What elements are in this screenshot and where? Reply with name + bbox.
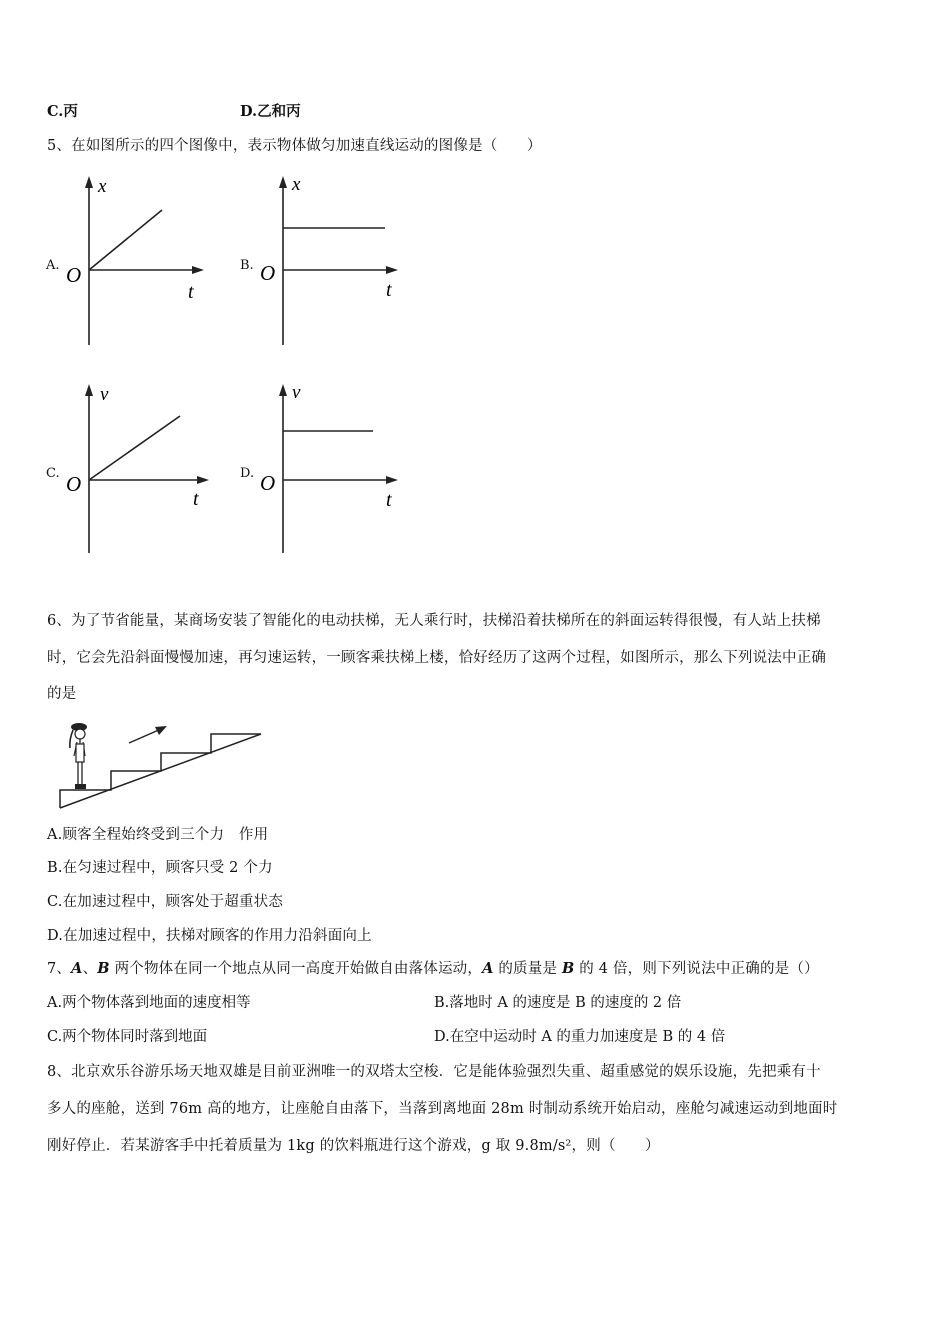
graph-b-origin: O xyxy=(260,261,276,285)
graph-a-origin: O xyxy=(66,263,82,287)
q6-stem-line1: 6、为了节省能量，某商场安装了智能化的电动扶梯，无人乘行时，扶梯沿着扶梯所在的斜面运转得很慢，有人站上扶梯 xyxy=(47,613,821,629)
q7-option-c: C.两个物体同时落到地面 xyxy=(47,1029,208,1045)
customer-figure xyxy=(70,723,87,789)
q8-stem-line2: 多人的座舱，送到 76m 高的地方，让座舱自由落下，当落到离地面 28m 时制动系统开始启动，座舱匀减速运动到地面时 xyxy=(47,1101,838,1117)
q6-stem-line2: 时，它会先沿斜面慢慢加速，再匀速运转，一顾客乘扶梯上楼，恰好经历了这两个过程，如图所示，那么下列说法中正确 xyxy=(47,650,827,666)
q7-stem: 7、A、B 两个物体在同一个地点从同一高度开始做自由落体运动，A 的质量是 B 的 4 倍，则下列说法中正确的是（） xyxy=(47,960,819,977)
graph-c xyxy=(56,378,226,558)
q8-stem-line3: 刚好停止．若某游客手中托着质量为 1kg 的饮料瓶进行这个游戏，g 取 9.8m/s²，则（ ） xyxy=(47,1138,660,1154)
q6-option-a: A.顾客全程始终受到三个力 作用 xyxy=(47,827,269,843)
graph-d-y-label: v xyxy=(292,382,301,403)
q8-stem-line1: 8、北京欢乐谷游乐场天地双雄是目前亚洲唯一的双塔太空梭．它是能体验强烈失重、超重感觉的娱乐设施，先把乘有十 xyxy=(47,1064,821,1080)
graph-a-letter: A. xyxy=(46,258,60,273)
q7-option-a: A.两个物体落到地面的速度相等 xyxy=(47,995,251,1011)
q5-stem: 5、在如图所示的四个图像中，表示物体做匀加速直线运动的图像是（ ） xyxy=(47,138,542,154)
graph-a-y-label: x xyxy=(98,176,107,197)
graph-c-x-label: t xyxy=(193,488,199,510)
graph-c-y-label: v xyxy=(100,384,109,405)
q7-option-b: B.落地时 A 的速度是 B 的速度的 2 倍 xyxy=(434,995,682,1011)
graph-d-letter: D. xyxy=(240,466,255,481)
q4-option-d: D.乙和丙 xyxy=(240,103,301,120)
graph-c-origin: O xyxy=(66,472,82,496)
graph-b xyxy=(250,170,410,350)
escalator-figure xyxy=(55,718,270,813)
q6-option-b: B.在匀速过程中，顾客只受 2 个力 xyxy=(47,860,273,876)
graph-b-letter: B. xyxy=(240,258,254,273)
graph-d-x-label: t xyxy=(386,489,392,511)
q7-option-d: D.在空中运动时 A 的重力加速度是 B 的 4 倍 xyxy=(434,1029,726,1045)
graph-b-x-label: t xyxy=(386,279,392,301)
graph-a xyxy=(56,170,216,350)
q6-option-d: D.在加速过程中，扶梯对顾客的作用力沿斜面向上 xyxy=(47,928,372,944)
q6-option-c: C.在加速过程中，顾客处于超重状态 xyxy=(47,894,284,910)
q6-stem-line3: 的是 xyxy=(47,686,77,702)
q4-option-c: C.丙 xyxy=(47,103,78,120)
graph-d-origin: O xyxy=(260,471,276,495)
graph-d xyxy=(250,378,410,558)
graph-b-y-label: x xyxy=(292,174,301,195)
graph-c-letter: C. xyxy=(46,466,60,481)
graph-a-x-label: t xyxy=(188,281,194,303)
